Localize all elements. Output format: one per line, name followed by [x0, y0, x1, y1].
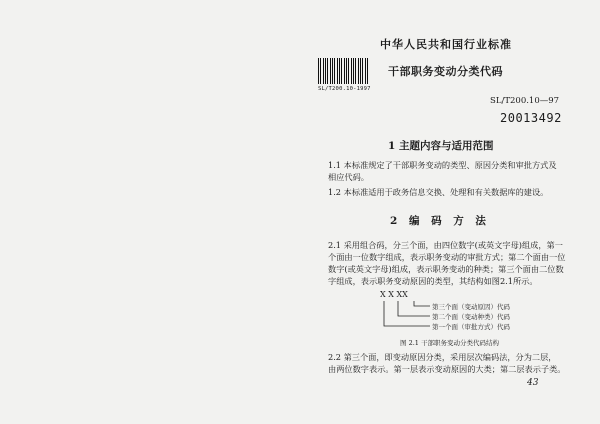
item-1-1-text: 本标准规定了干部职务变动的类型、原因分类和审批方式及: [343, 160, 557, 170]
barcode-image: [318, 58, 368, 84]
item-1-1-num: 1.1: [328, 160, 342, 170]
standard-code: SL/T200.10—97: [490, 96, 560, 106]
item-1-2-text: 本标准适用于政务信息交换、处理和有关数据库的建设。: [343, 187, 549, 197]
item-1-2-num: 1.2: [328, 187, 342, 197]
section2-heading: 2 编 码 方 法: [390, 215, 490, 227]
page-number: 43: [527, 378, 539, 388]
para-2-2-line2: 由两位数字表示。第一层表示变动原因的大类；第二层表示子类。: [328, 364, 566, 374]
figure-label-1: 第一个面（审批方式）代码: [432, 323, 510, 331]
para-2-1-line3: 数字(或英文字母)组成，表示职务变动的种类；第三个面由二位数: [328, 264, 564, 274]
item-1-1-cont: 相应代码。: [328, 172, 369, 182]
item-1-2: [328, 187, 548, 199]
code-marks: X X XX: [380, 290, 408, 299]
standard-type: 中华人民共和国行业标准: [380, 38, 512, 51]
para-2-2-line1: 2.2 第三个面，即变动原因分类，采用层次编码法，分为二层，: [328, 352, 557, 362]
para-2-1-line2: 个面由一位数字组成，表示职务变动的审批方式；第二个面由一位: [328, 252, 566, 262]
barcode-text: SL/T200.10-1997: [318, 86, 371, 92]
section1-heading: 1 主题内容与适用范围: [388, 140, 494, 152]
figure-2-1: [376, 292, 526, 336]
figure-label-3: 第三个面（变动原因）代码: [432, 303, 510, 311]
para-2-1-line1: 2.1 采用组合码，分三个面，由四位数字(或英文字母)组成，第一: [328, 240, 563, 250]
figure-label-2: 第二个面（变动种类）代码: [432, 313, 510, 321]
handwritten-id: 20013492: [500, 111, 562, 125]
figure-caption: 图 2.1 干部职务变动分类代码结构: [400, 339, 499, 347]
document-title: 干部职务变动分类代码: [388, 65, 503, 78]
item-1-1: [328, 160, 557, 172]
para-2-1-line4: 字组成，表示职务变动原因的类型，其结构如图2.1所示。: [328, 276, 538, 286]
